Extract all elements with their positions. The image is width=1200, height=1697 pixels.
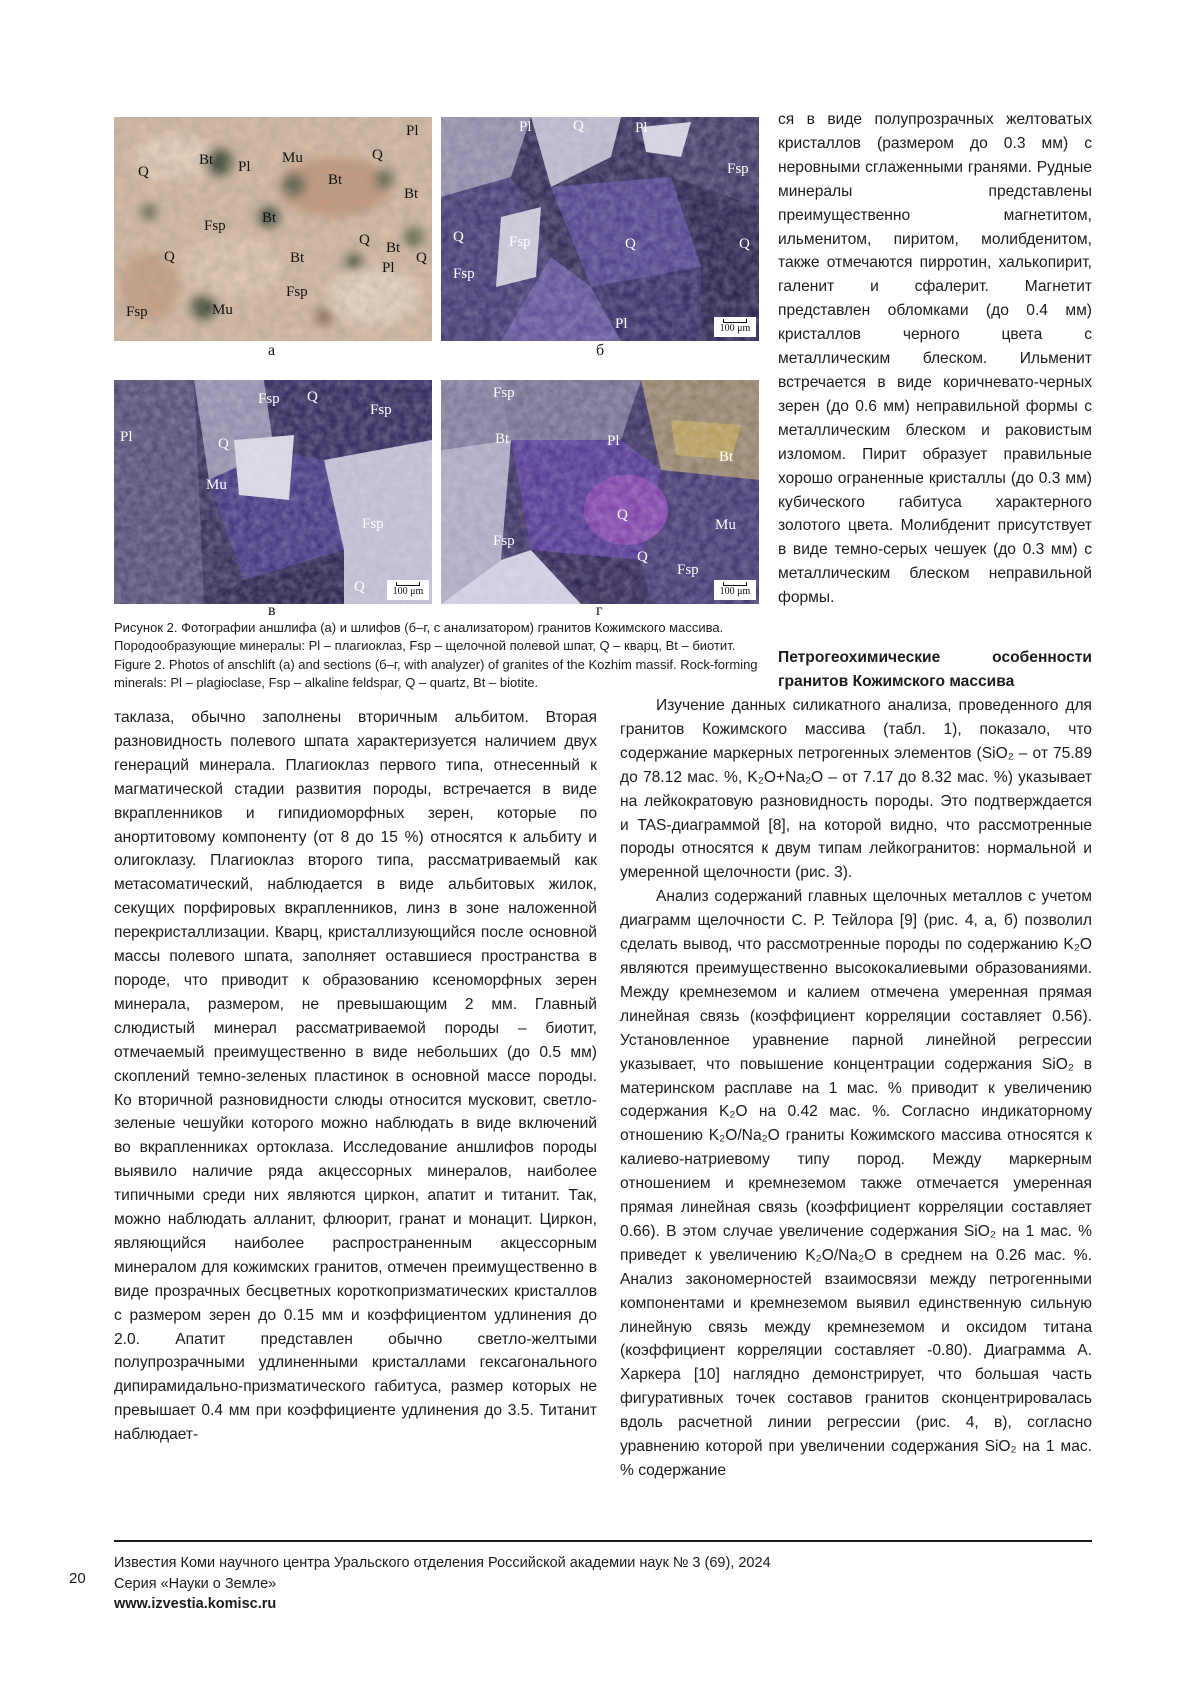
mineral-label: Fsp: [677, 562, 699, 578]
scale-bar: [387, 580, 429, 600]
figure-panel-a: [114, 117, 432, 341]
granite-anschlift-photo: [114, 117, 432, 341]
journal-title: Известия Коми научного центра Уральского отделения Российской академии наук № 3 (69), 2024: [114, 1555, 771, 1571]
section-heading: Петрогеохимические особенности гранитов Кожимского массива: [778, 649, 1092, 690]
mineral-label: Q: [453, 229, 464, 245]
mineral-label: Bt: [262, 210, 277, 226]
mineral-label: Fsp: [493, 385, 515, 401]
mineral-label: Mu: [282, 150, 303, 166]
mineral-label: Fsp: [362, 516, 384, 532]
mineral-label: Q: [637, 549, 648, 565]
figure-panel-g: [441, 380, 759, 604]
mineral-label: Q: [372, 147, 383, 163]
mineral-label: Pl: [615, 316, 628, 332]
scale-bar: [714, 580, 756, 600]
scale-bar: [714, 317, 756, 337]
mineral-label: Q: [625, 236, 636, 252]
panel-letter-a: а: [268, 342, 276, 359]
mineral-label: Bt: [290, 250, 305, 266]
mineral-label: Fsp: [509, 234, 531, 250]
paragraph: Анализ содержаний главных щелочных металлов с учетом диаграмм щелочности С. Р. Тейлора [9] (рис. 4, а, б) позволил сделать вывод, что рассмотренные породы по содержанию K₂O являются преимущественно высококалиевыми образованиями. Между кремнеземом и калием отмечена умеренная прямая линейная связь (коэффициент корреляции составляет 0.56). Установленное уравнение парной линейной регрессии указывает, что повышение концентрации содержания SiO₂ в материнском расплаве на 1 мас. % приводит к увеличению содержания K₂O на 0.42 мас. %. Согласно индикаторному отношению K₂O/Na₂O граниты Кожимского массива относятся к калиево-натриевому типу пород. Между маркерным отношением и кремнеземом также отмечается умеренная прямая линейная связь (коэффициент корреляции составляет 0.66). В этом случае увеличение содержания SiO₂ на 1 мас. % приведет к увеличению K₂O/Na₂O в среднем на 0.26 мас. %. Анализ закономерностей взаимосвязи между петрогенными компонентами и кремнеземом выявил единственную сильную линейную связь между кремнеземом и оксидом титана (коэффициент корреляции составляет -0.80). Диаграмма А. Харкера [10] наглядно демонстрирует, что большая часть фигуративных точек составов гранитов сконцентрировалась вдоль расчетной линии регрессии (рис. 4, в), согласно уравнению которой при увеличении содержания SiO₂ на 1 мас. % содержание: [620, 888, 1092, 1479]
mineral-label: Mu: [206, 477, 227, 493]
thin-section-photo: [441, 117, 759, 341]
paragraph: таклаза, обычно заполнены вторичным альбитом. Вторая разновидность полевого шпата характеризуется наличием двух генераций минерала. Плагиоклаз первого типа, отнесенный к магматической стадии развития породы, встречается в виде вкрапленников и гипидиоморфных зерен, которые по анортитовому компоненту (от 8 до 15 %) относятся к альбиту и олигоклазу. Плагиоклаз второго типа, рассматриваемый как метасоматический, наблюдается в виде альбитовых жилок, секущих порфировых вкрапленников, линз в зоне наложенной перекристаллизации. Кварц, кристаллизующийся после основной массы полевого шпата, заполняет оставшиеся пространства в породе, что приводит к образованию ксеноморфных зерен минерала, размером, не превышающим 2 мм. Главный слюдистый минерал рассматриваемой породы – биотит, отмечаемый преимущественно в виде небольших (до 0.5 мм) скоплений темно-зеленых пластинок в основной массе породы. Ко вторичной разновидности слюды относится мусковит, светло-зеленые чешуйки которого можно наблюдать в виде включений во вкрапленниках ортоклаза. Исследование аншлифов породы выявило наличие ряда акцессорных минералов, наиболее типичными среди них являются циркон, апатит и титанит. Так, можно наблюдать алланит, флюорит, гранат и монацит. Циркон, являющийся наиболее распространенным акцессорным минералом для кожимских гранитов, отмечен преимущественно в виде прозрачных бесцветных короткопризматических кристаллов с размером зерен до 0.15 мм и коэффициентом удлинения до 2.0. Апатит представлен обычно светло-желтыми полупрозрачными удлиненными кристаллами гексагонального дипирамидально-призматического габитуса, размер которых не превышает 0.4 мм при коэффициенте удлинения до 3.5. Титанит наблюдает-: [114, 709, 597, 1444]
mineral-label: Bt: [386, 240, 401, 256]
mineral-label: Pl: [635, 120, 648, 136]
mineral-label: Fsp: [126, 304, 148, 320]
mineral-label: Fsp: [493, 533, 515, 549]
mineral-label: Bt: [199, 152, 214, 168]
footer-divider: [114, 1540, 1092, 1542]
thin-section-photo: [441, 380, 759, 604]
right-column-top-text: [778, 108, 1092, 610]
scale-label: 100 μm: [719, 323, 751, 334]
mineral-label: Pl: [382, 260, 395, 276]
panel-letter-g: г: [596, 602, 603, 619]
mineral-label: Q: [739, 236, 750, 252]
paragraph: ся в виде полупрозрачных желтоватых кристаллов (размером до 0.3 мм) с неровными сглаженными гранями. Рудные минералы представлены преимущественно магнетитом, ильменитом, пиритом, молибденитом, также отмечаются пирротин, халькопирит, галенит и сфалерит. Магнетит представлен обломками (до 0.4 мм) кристаллов черного цвета с металлическим блеском. Ильменит встречается в виде коричневато-черных зерен (до 0.6 мм) неправильной формы с металлическим блеском и раковистым изломом. Пирит образует правильные хорошо ограненные кристаллы (до 0.3 мм) кубического габитуса характерного золотого цвета. Молибденит присутствует в виде темно-серых чешуек (до 0.3 мм) с металлическим блеском неправильной формы.: [778, 111, 1092, 607]
mineral-label: Q: [218, 436, 229, 452]
mineral-label: Pl: [238, 159, 251, 175]
mineral-label: Q: [416, 250, 427, 266]
footer: [114, 1553, 771, 1615]
panel-letter-v: в: [268, 602, 276, 619]
mineral-label: Fsp: [286, 284, 308, 300]
mineral-label: Fsp: [453, 266, 475, 282]
figure-caption-en: Figure 2. Photos of anschlift (a) and sections (б–г, with analyzer) of granites of the Kozhim massif. Rock-forming minerals: Pl – plagioclase, Fsp – alkaline feldspar, Q – quartz, Bt – biotite.: [114, 656, 758, 690]
mineral-label: Pl: [607, 433, 620, 449]
mineral-label: Q: [359, 232, 370, 248]
mineral-label: Fsp: [370, 402, 392, 418]
figure-panel-b: [441, 117, 759, 341]
journal-url: www.izvestia.komisc.ru: [114, 1596, 277, 1613]
left-column-text: [114, 706, 597, 1447]
mineral-label: Pl: [120, 429, 133, 445]
mineral-label: Fsp: [258, 391, 280, 407]
mineral-label: Bt: [719, 449, 734, 465]
scale-label: 100 μm: [392, 586, 424, 597]
mineral-label: Fsp: [204, 218, 226, 234]
mineral-label: Q: [138, 164, 149, 180]
journal-series: Серия «Науки о Земле»: [114, 1575, 277, 1592]
mineral-label: Pl: [519, 119, 532, 135]
mineral-label: Bt: [328, 172, 343, 188]
figure-caption: [114, 619, 760, 692]
panel-letter-b: б: [596, 342, 605, 359]
scale-label: 100 μm: [719, 586, 751, 597]
page-number: 20: [69, 1570, 86, 1587]
mineral-label: Bt: [404, 186, 419, 202]
mineral-label: Q: [164, 249, 175, 265]
paragraph: Изучение данных силикатного анализа, проведенного для гранитов Кожимского массива (табл. 1), показало, что содержание маркерных петрогенных элементов (SiO₂ – от 75.89 до 78.12 мас. %, K₂O+Na₂O – от 7.17 до 8.32 мас. %) указывает на лейкократовую разновидность породы. Это подтверждается и TAS-диаграммой [8], на которой видно, что рассмотренные породы относятся к двум типам лейкогранитов: нормальной и умеренной щелочности (рис. 3).: [620, 697, 1092, 882]
mineral-label: Q: [307, 389, 318, 405]
mineral-label: Mu: [212, 302, 233, 318]
mineral-label: Pl: [406, 123, 419, 139]
right-column-bottom-text: [620, 694, 1092, 1483]
figure-panel-v: [114, 380, 432, 604]
mineral-label: Q: [354, 579, 365, 595]
mineral-label: Fsp: [727, 161, 749, 177]
figure-caption-ru: Рисунок 2. Фотографии аншлифа (а) и шлифов (б–г, с анализатором) гранитов Кожимского массива. Породообразующие минералы: Pl – плагиоклаз, Fsp – щелочной полевой шпат, Q – кварц, Bt – биотит.: [114, 620, 736, 654]
mineral-label: Bt: [495, 431, 510, 447]
mineral-label: Q: [617, 507, 628, 523]
mineral-label: Mu: [715, 517, 736, 533]
mineral-label: Q: [573, 118, 584, 134]
